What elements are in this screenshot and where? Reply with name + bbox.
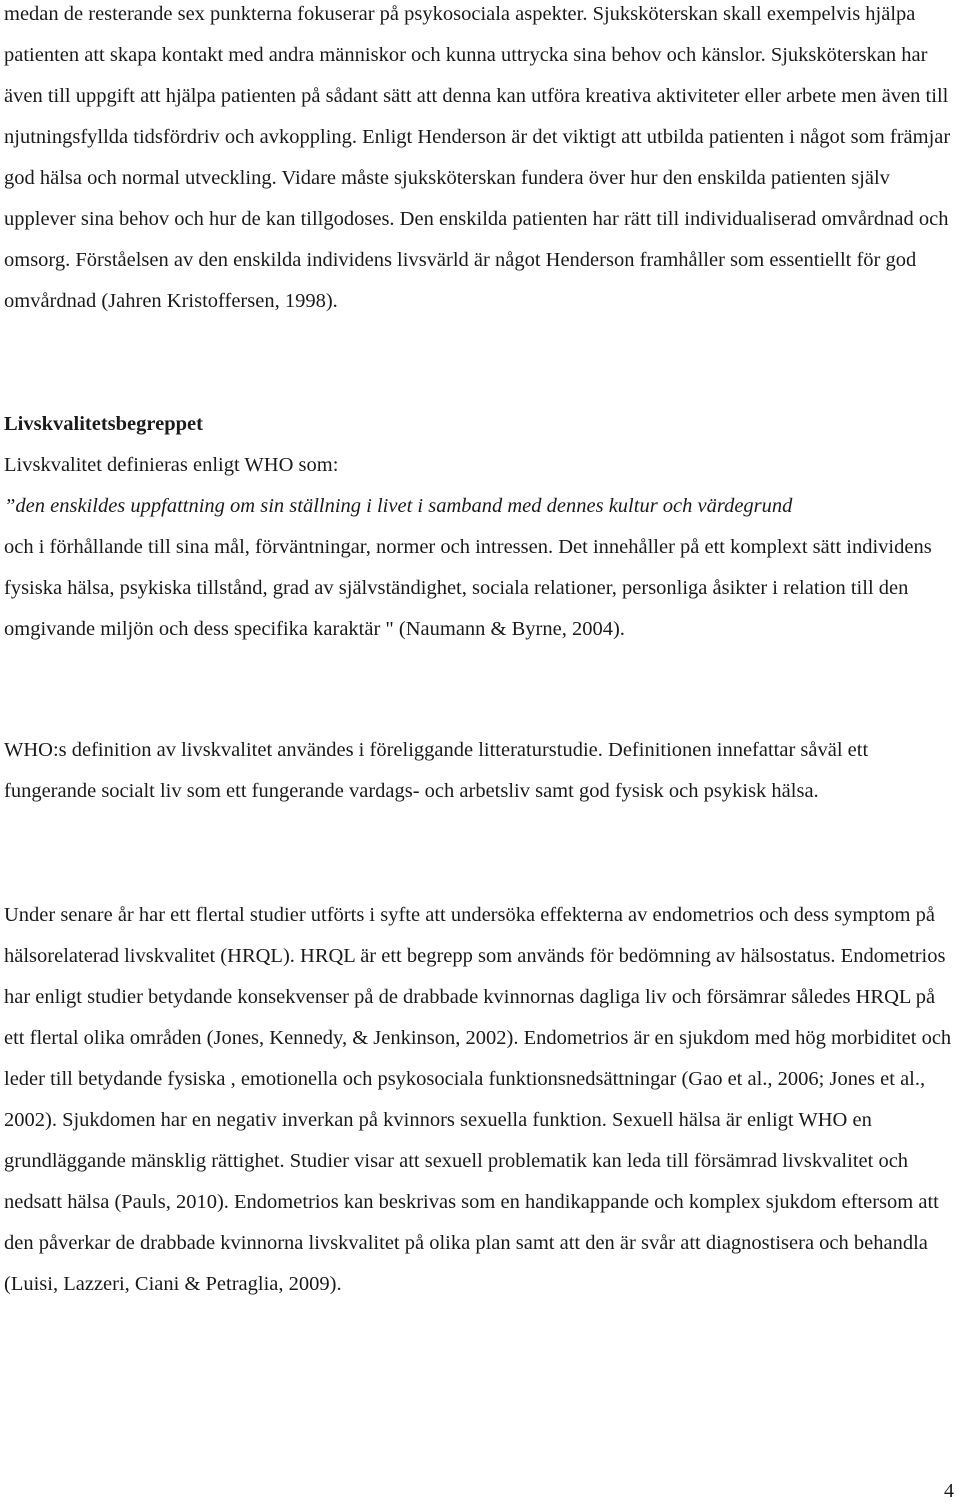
page-number: 4: [944, 1480, 954, 1502]
paragraph-henderson: medan de resterande sex punkterna fokuserar på psykosociala aspekter. Sjuksköterskan skall exempelvis hjälpa patienten att skapa kontakt med andra människor och kunna uttrycka sina behov och känslor. Sjuksköterskan har även till uppgift att hjälpa patienten på sådant sätt att denna kan utföra kreativa aktiviteter eller arbete men även till njutningsfyllda tidsfördriv och avkoppling. Enligt Henderson är det viktigt att utbilda patienten i något som främjar god hälsa och normal utveckling. Vidare måste sjuksköterskan fundera över hur den enskilda patienten själv upplever sina behov och hur de kan tillgodoses. Den enskilda patienten har rätt till individualiserad omvårdnad och omsorg. Förståelsen av den enskilda individens livsvärld är något Henderson framhåller som essentiellt för god omvårdnad (Jahren Kristoffersen, 1998).: [4, 3, 951, 312]
who-intro: Livskvalitet definieras enligt WHO som:: [4, 454, 339, 476]
who-quote-italic: ”den enskildes uppfattning om sin ställning i livet i samband med dennes kultur och värdegrund: [4, 495, 793, 517]
who-quote-rest: och i förhållande till sina mål, förväntningar, normer och intressen. Det innehåller på ett komplext sätt individens fysiska hälsa, psykiska tillstånd, grad av självständighet, sociala relationer, personliga åsikter i relation till den omgivande miljön och dess specifika karaktär " (Naumann & Byrne, 2004).: [4, 536, 932, 640]
section-heading: Livskvalitetsbegreppet: [4, 413, 203, 435]
paragraph-hrql: Under senare år har ett flertal studier utförts i syfte att undersöka effekterna av endometrios och dess symptom på hälsorelaterad livskvalitet (HRQL). HRQL är ett begrepp som används för bedömning av hälsostatus. Endometrios har enligt studier betydande konsekvenser på de drabbade kvinnornas dagliga liv och försämrar således HRQL på ett flertal olika områden (Jones, Kennedy, & Jenkinson, 2002). Endometrios är en sjukdom med hög morbiditet och leder till betydande fysiska , emotionella och psykosociala funktionsnedsättningar (Gao et al., 2006; Jones et al., 2002). Sjukdomen har en negativ inverkan på kvinnors sexuella funktion. Sexuell hälsa är enligt WHO en grundläggande mänsklig rättighet. Studier visar att sexuell problematik kan leda till försämrad livskvalitet och nedsatt hälsa (Pauls, 2010). Endometrios kan beskrivas som en handikappande och komplex sjukdom eftersom att den påverkar de drabbade kvinnorna livskvalitet på olika plan samt att den är svår att diagnostisera och behandla (Luisi, Lazzeri, Ciani & Petraglia, 2009).: [4, 904, 952, 1295]
paragraph-definition: WHO:s definition av livskvalitet användes i föreliggande litteraturstudie. Definitionen innefattar såväl ett fungerande socialt liv som ett fungerande vardags- och arbetsliv samt god fysisk och psykisk hälsa.: [4, 739, 869, 802]
who-definition-block: [4, 445, 956, 650]
